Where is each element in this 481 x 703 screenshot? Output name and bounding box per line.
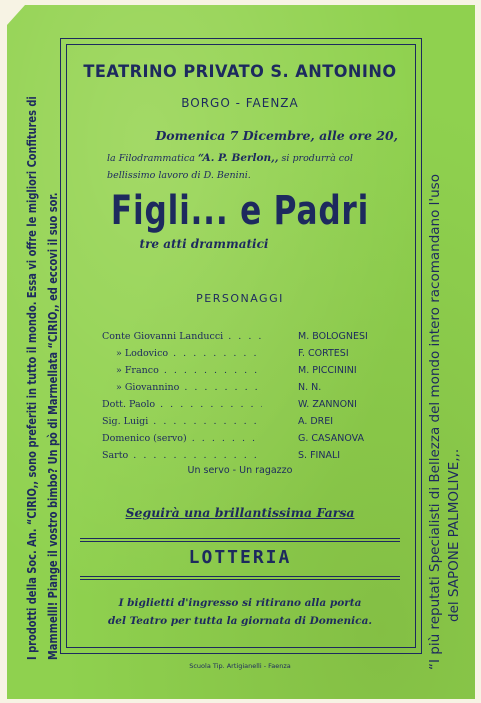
ticket-notice-line-1: I biglietti d'ingresso si ritirano alla porta — [118, 597, 362, 609]
cirio-ad-line-2: Mammelll! Piange il vostro bimbo? Un pò di Marmellata “CIRIO,, ed eccovi il suo sor. — [46, 192, 60, 660]
cast-role: » Franco . . . — [102, 365, 262, 376]
ticket-notice-line-2: del Teatro per tutta la giornata di Domenica. — [107, 615, 373, 627]
cast-role: Sarto . . . — [102, 450, 262, 461]
farce-text: Seguirà una brillantissima Farsa — [125, 505, 355, 520]
farce-announcement — [66, 505, 414, 520]
company-name: “A. P. Berlon,, — [197, 152, 279, 164]
cast-actor: W. ZANNONI — [298, 399, 357, 410]
divider-rule — [80, 538, 400, 539]
palmolive-ad-line-2: del SAPONE PALMOLIVE,,. — [446, 448, 462, 622]
cast-role: Domenico (servo) . . . — [102, 433, 262, 444]
cast-actor: F. CORTESI — [298, 348, 349, 359]
performance-date: Domenica 7 Dicembre, alle ore 20, — [155, 128, 398, 143]
printer-credit: Scuola Tip. Artigianelli - Faenza — [189, 662, 291, 670]
cast-role: Dott. Paolo . . . — [102, 399, 262, 410]
cast-actor: A. DREI — [298, 416, 334, 427]
lottery-heading: LOTTERIA — [188, 547, 292, 568]
cast-role: Sig. Luigi . . . — [102, 416, 262, 427]
cast-actor: M. PICCININI — [298, 365, 357, 376]
intro-line-1 — [107, 152, 353, 164]
intro-text-b: si produrrà col — [281, 153, 353, 164]
cast-role: Conte Giovanni Landucci . . . — [102, 331, 262, 342]
cast-heading: PERSONAGGI — [196, 292, 284, 305]
divider-rule — [80, 541, 400, 542]
cast-actor: G. CASANOVA — [298, 433, 365, 444]
cast-role: » Lodovico . . . — [102, 348, 262, 359]
divider-rule — [80, 576, 400, 577]
palmolive-ad-line-1: “I più reputati Specialisti di Bellezza del mondo intero racomandano l'uso — [427, 174, 443, 670]
cast-actor: S. FINALI — [298, 450, 341, 461]
intro-text-a: la Filodrammatica — [107, 153, 195, 164]
cast-actor: N. N. — [298, 382, 322, 393]
play-title: Figli... e Padri — [110, 188, 370, 234]
theatre-place: BORGO - FAENZA — [181, 96, 299, 110]
play-subtitle: tre atti drammatici — [139, 237, 269, 251]
extras-line: Un servo - Un ragazzo — [187, 465, 293, 476]
cast-actor: M. BOLOGNESI — [298, 331, 368, 342]
intro-line-2: bellissimo lavoro di D. Benini. — [107, 170, 251, 181]
cirio-ad-line-1: I prodotti della Soc. An. “CIRIO,, sono preferiti in tutto il mondo. Essa vi offre le migliori Confitures di — [25, 96, 39, 661]
theatre-name: TEATRINO PRIVATO S. ANTONINO — [83, 62, 397, 82]
torn-corner — [7, 5, 25, 25]
divider-rule — [80, 579, 400, 580]
cast-role: » Giovannino . . . — [102, 382, 262, 393]
